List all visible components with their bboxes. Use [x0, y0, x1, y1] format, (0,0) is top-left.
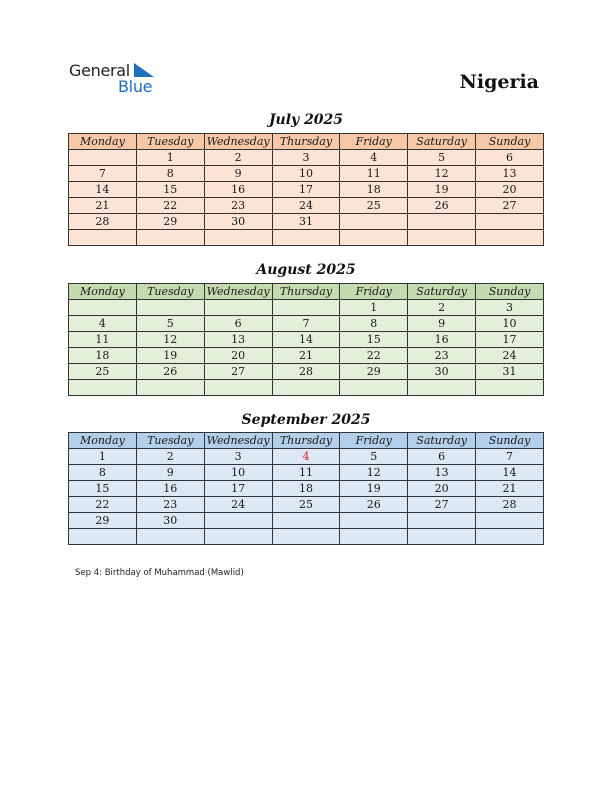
day-cell: 24	[272, 198, 340, 214]
day-cell: 16	[408, 332, 476, 348]
holiday-day-cell: 4	[272, 449, 340, 465]
day-cell	[340, 513, 408, 529]
day-cell	[69, 380, 137, 396]
week-row	[69, 380, 544, 396]
day-cell: 5	[408, 150, 476, 166]
day-cell: 8	[69, 465, 137, 481]
day-cell: 12	[408, 166, 476, 182]
day-cell: 28	[476, 497, 544, 513]
day-cell: 5	[340, 449, 408, 465]
day-cell	[136, 230, 204, 246]
day-cell: 21	[272, 348, 340, 364]
day-cell	[476, 529, 544, 545]
day-cell: 21	[476, 481, 544, 497]
day-cell: 21	[69, 198, 137, 214]
day-cell: 25	[340, 198, 408, 214]
day-cell	[476, 513, 544, 529]
day-cell	[408, 529, 476, 545]
day-cell: 23	[408, 348, 476, 364]
week-row	[69, 166, 544, 182]
day-cell	[136, 300, 204, 316]
day-cell: 17	[204, 481, 272, 497]
day-cell: 18	[69, 348, 137, 364]
day-cell: 10	[204, 465, 272, 481]
weekday-header: Sunday	[476, 134, 544, 150]
holiday-note: Sep 4: Birthday of Muhammad (Mawlid)	[75, 568, 244, 578]
day-cell	[204, 300, 272, 316]
day-cell: 29	[340, 364, 408, 380]
day-cell: 19	[340, 481, 408, 497]
day-cell: 8	[136, 166, 204, 182]
weekday-header: Saturday	[408, 134, 476, 150]
weekday-header: Thursday	[272, 134, 340, 150]
weekday-header: Thursday	[272, 433, 340, 449]
weekday-header: Sunday	[476, 433, 544, 449]
day-cell: 20	[476, 182, 544, 198]
weekday-header-row	[69, 284, 544, 300]
day-cell	[204, 529, 272, 545]
day-cell: 13	[204, 332, 272, 348]
day-cell: 23	[204, 198, 272, 214]
weekday-header-row	[69, 433, 544, 449]
day-cell: 13	[408, 465, 476, 481]
day-cell	[272, 513, 340, 529]
day-cell: 4	[340, 150, 408, 166]
day-cell	[408, 230, 476, 246]
day-cell	[69, 300, 137, 316]
day-cell: 30	[136, 513, 204, 529]
day-cell	[204, 380, 272, 396]
day-cell: 15	[340, 332, 408, 348]
week-row	[69, 465, 544, 481]
day-cell: 31	[476, 364, 544, 380]
day-cell: 27	[476, 198, 544, 214]
week-row	[69, 348, 544, 364]
day-cell	[204, 513, 272, 529]
weekday-header: Monday	[69, 284, 137, 300]
day-cell: 22	[136, 198, 204, 214]
day-cell	[69, 150, 137, 166]
day-cell: 14	[476, 465, 544, 481]
day-cell: 3	[204, 449, 272, 465]
day-cell: 28	[69, 214, 137, 230]
day-cell: 10	[272, 166, 340, 182]
week-row	[69, 449, 544, 465]
week-row	[69, 332, 544, 348]
weekday-header: Monday	[69, 134, 137, 150]
day-cell: 7	[272, 316, 340, 332]
day-cell: 2	[204, 150, 272, 166]
month-title-september: September 2025	[241, 412, 371, 428]
day-cell: 29	[136, 214, 204, 230]
week-row	[69, 529, 544, 545]
weekday-header: Wednesday	[204, 284, 272, 300]
day-cell: 12	[136, 332, 204, 348]
month-title-august: August 2025	[256, 262, 356, 278]
day-cell: 6	[408, 449, 476, 465]
day-cell	[69, 529, 137, 545]
day-cell: 25	[272, 497, 340, 513]
day-cell	[340, 380, 408, 396]
day-cell: 22	[340, 348, 408, 364]
day-cell: 17	[272, 182, 340, 198]
day-cell: 30	[408, 364, 476, 380]
weekday-header: Thursday	[272, 284, 340, 300]
day-cell: 18	[272, 481, 340, 497]
day-cell: 26	[136, 364, 204, 380]
week-row	[69, 497, 544, 513]
week-row	[69, 300, 544, 316]
day-cell: 1	[340, 300, 408, 316]
day-cell: 3	[272, 150, 340, 166]
day-cell: 9	[204, 166, 272, 182]
day-cell: 13	[476, 166, 544, 182]
day-cell: 24	[204, 497, 272, 513]
weekday-header: Friday	[340, 433, 408, 449]
day-cell: 1	[136, 150, 204, 166]
day-cell	[272, 529, 340, 545]
day-cell: 15	[136, 182, 204, 198]
day-cell: 8	[340, 316, 408, 332]
day-cell: 22	[69, 497, 137, 513]
week-row	[69, 230, 544, 246]
weekday-header: Wednesday	[204, 134, 272, 150]
day-cell: 9	[136, 465, 204, 481]
day-cell: 27	[204, 364, 272, 380]
weekday-header-row	[69, 134, 544, 150]
day-cell: 2	[136, 449, 204, 465]
day-cell: 9	[408, 316, 476, 332]
weekday-header: Tuesday	[136, 433, 204, 449]
day-cell: 23	[136, 497, 204, 513]
month-title-july: July 2025	[268, 112, 344, 128]
day-cell: 16	[136, 481, 204, 497]
calendar-september	[68, 432, 544, 545]
day-cell: 16	[204, 182, 272, 198]
weekday-header: Friday	[340, 284, 408, 300]
weekday-header: Tuesday	[136, 284, 204, 300]
day-cell: 14	[272, 332, 340, 348]
week-row	[69, 364, 544, 380]
day-cell: 17	[476, 332, 544, 348]
week-row	[69, 198, 544, 214]
weekday-header: Sunday	[476, 284, 544, 300]
week-row	[69, 316, 544, 332]
day-cell: 26	[340, 497, 408, 513]
day-cell: 18	[340, 182, 408, 198]
day-cell	[69, 230, 137, 246]
day-cell: 15	[69, 481, 137, 497]
day-cell	[408, 380, 476, 396]
day-cell: 29	[69, 513, 137, 529]
day-cell: 5	[136, 316, 204, 332]
weekday-header: Friday	[340, 134, 408, 150]
day-cell: 19	[408, 182, 476, 198]
week-row	[69, 214, 544, 230]
day-cell: 12	[340, 465, 408, 481]
day-cell	[340, 230, 408, 246]
day-cell	[272, 230, 340, 246]
day-cell: 3	[476, 300, 544, 316]
day-cell: 11	[340, 166, 408, 182]
day-cell: 10	[476, 316, 544, 332]
day-cell: 26	[408, 198, 476, 214]
weekday-header: Monday	[69, 433, 137, 449]
week-row	[69, 150, 544, 166]
week-row	[69, 182, 544, 198]
day-cell	[340, 214, 408, 230]
day-cell: 19	[136, 348, 204, 364]
day-cell: 24	[476, 348, 544, 364]
calendar-august	[68, 283, 544, 396]
day-cell: 28	[272, 364, 340, 380]
day-cell: 7	[69, 166, 137, 182]
day-cell	[476, 380, 544, 396]
day-cell: 30	[204, 214, 272, 230]
day-cell	[136, 380, 204, 396]
day-cell: 1	[69, 449, 137, 465]
day-cell: 31	[272, 214, 340, 230]
country-title: Nigeria	[459, 71, 539, 93]
day-cell: 11	[69, 332, 137, 348]
day-cell: 6	[476, 150, 544, 166]
day-cell	[204, 230, 272, 246]
day-cell	[272, 380, 340, 396]
logo	[69, 61, 169, 97]
day-cell: 4	[69, 316, 137, 332]
day-cell	[136, 529, 204, 545]
weekday-header: Saturday	[408, 284, 476, 300]
weekday-header: Tuesday	[136, 134, 204, 150]
weekday-header: Wednesday	[204, 433, 272, 449]
day-cell: 11	[272, 465, 340, 481]
day-cell: 25	[69, 364, 137, 380]
day-cell: 27	[408, 497, 476, 513]
day-cell	[476, 230, 544, 246]
week-row	[69, 481, 544, 497]
day-cell	[476, 214, 544, 230]
day-cell: 6	[204, 316, 272, 332]
day-cell: 20	[204, 348, 272, 364]
day-cell	[408, 513, 476, 529]
calendar-july	[68, 133, 544, 246]
weekday-header: Saturday	[408, 433, 476, 449]
logo-text-blue: Blue	[118, 77, 153, 96]
day-cell: 7	[476, 449, 544, 465]
day-cell	[408, 214, 476, 230]
day-cell: 14	[69, 182, 137, 198]
day-cell	[340, 529, 408, 545]
day-cell: 20	[408, 481, 476, 497]
day-cell	[272, 300, 340, 316]
triangle-flag-icon	[134, 63, 156, 77]
logo-text-general: General	[69, 61, 130, 80]
day-cell: 2	[408, 300, 476, 316]
week-row	[69, 513, 544, 529]
